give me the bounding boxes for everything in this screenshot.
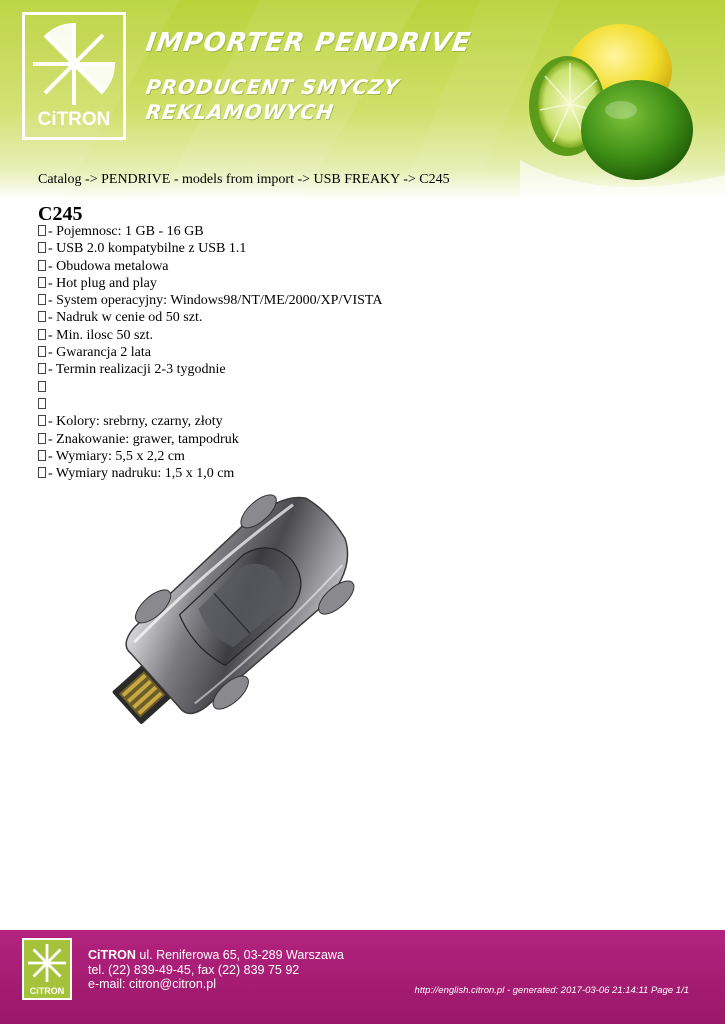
bullet-box-icon xyxy=(38,450,46,461)
bullet-box-icon xyxy=(38,346,46,357)
spec-text: - Obudowa metalowa xyxy=(48,258,169,274)
bullet-box-icon xyxy=(38,433,46,444)
footer-contact xyxy=(88,948,344,992)
footer-address: ul. Reniferowa 65, 03-289 Warszawa xyxy=(135,948,344,962)
bullet-box-icon xyxy=(38,294,46,305)
spec-item xyxy=(38,361,382,378)
bullet-box-icon xyxy=(38,415,46,426)
footer-address-line xyxy=(88,948,344,963)
breadcrumb[interactable]: Catalog -> PENDRIVE - models from import -> USB FREAKY -> C245 xyxy=(38,172,450,187)
sun-rays-icon xyxy=(27,943,67,983)
spec-text: - Znakowanie: grawer, tampodruk xyxy=(48,431,239,447)
spec-item xyxy=(38,448,382,465)
spec-item xyxy=(38,431,382,448)
citrus-fruit-icon xyxy=(525,18,705,188)
spec-item xyxy=(38,396,382,413)
spec-text: - Termin realizacji 2-3 tygodnie xyxy=(48,362,226,378)
footer-company: CiTRON xyxy=(88,948,136,962)
spec-text: - USB 2.0 kompatybilne z USB 1.1 xyxy=(48,241,247,257)
footer-logo-text: CiTRON xyxy=(29,986,65,996)
spec-item xyxy=(38,223,382,240)
spec-item xyxy=(38,240,382,257)
bullet-box-icon xyxy=(38,311,46,322)
product-title: C245 xyxy=(38,203,83,225)
spec-text: - Wymiary nadruku: 1,5 x 1,0 cm xyxy=(48,466,235,482)
spec-list xyxy=(38,223,382,482)
bullet-box-icon xyxy=(38,277,46,288)
bullet-box-icon xyxy=(38,242,46,253)
bullet-box-icon xyxy=(38,225,46,236)
spec-text: - Wymiary: 5,5 x 2,2 cm xyxy=(48,448,185,464)
spec-item xyxy=(38,258,382,275)
spec-text: - System operacyjny: Windows98/NT/ME/2000/XP/VISTA xyxy=(48,293,383,309)
bullet-box-icon xyxy=(38,467,46,478)
spec-text: - Kolory: srebrny, czarny, złoty xyxy=(48,414,223,430)
bullet-box-icon xyxy=(38,329,46,340)
footer-citron-logo[interactable] xyxy=(22,938,72,1000)
page-footer xyxy=(0,930,725,1024)
sun-rays-icon xyxy=(31,21,117,107)
spec-item xyxy=(38,292,382,309)
page-header xyxy=(0,0,725,200)
spec-text: - Min. ilosc 50 szt. xyxy=(48,327,153,343)
usb-car-drive-image xyxy=(100,490,375,740)
spec-item xyxy=(38,344,382,361)
spec-item xyxy=(38,275,382,292)
spec-text: - Nadruk w cenie od 50 szt. xyxy=(48,310,203,326)
bullet-box-icon xyxy=(38,381,46,392)
spec-item xyxy=(38,379,382,396)
bullet-box-icon xyxy=(38,363,46,374)
spec-item xyxy=(38,309,382,326)
header-subtitle-line2: REKLAMOWYCH xyxy=(144,100,336,124)
spec-text: - Gwarancja 2 lata xyxy=(48,345,151,361)
citron-logo[interactable] xyxy=(22,12,126,140)
footer-generated-info: http://english.citron.pl - generated: 2017-03-06 21:14:11 Page 1/1 xyxy=(414,985,689,996)
spec-item xyxy=(38,465,382,482)
spec-item xyxy=(38,327,382,344)
header-subtitle-line1: PRODUCENT SMYCZY xyxy=(144,75,402,99)
spec-item xyxy=(38,413,382,430)
footer-email[interactable]: e-mail: citron@citron.pl xyxy=(88,977,217,991)
header-title: IMPORTER PENDRIVE xyxy=(143,28,473,58)
footer-phone: tel. (22) 839-49-45, fax (22) 839 75 92 xyxy=(88,962,300,977)
spec-text: - Hot plug and play xyxy=(48,275,157,291)
bullet-box-icon xyxy=(38,398,46,409)
spec-text: - Pojemnosc: 1 GB - 16 GB xyxy=(48,224,204,239)
logo-text: CiTRON xyxy=(37,109,111,130)
bullet-box-icon xyxy=(38,260,46,271)
